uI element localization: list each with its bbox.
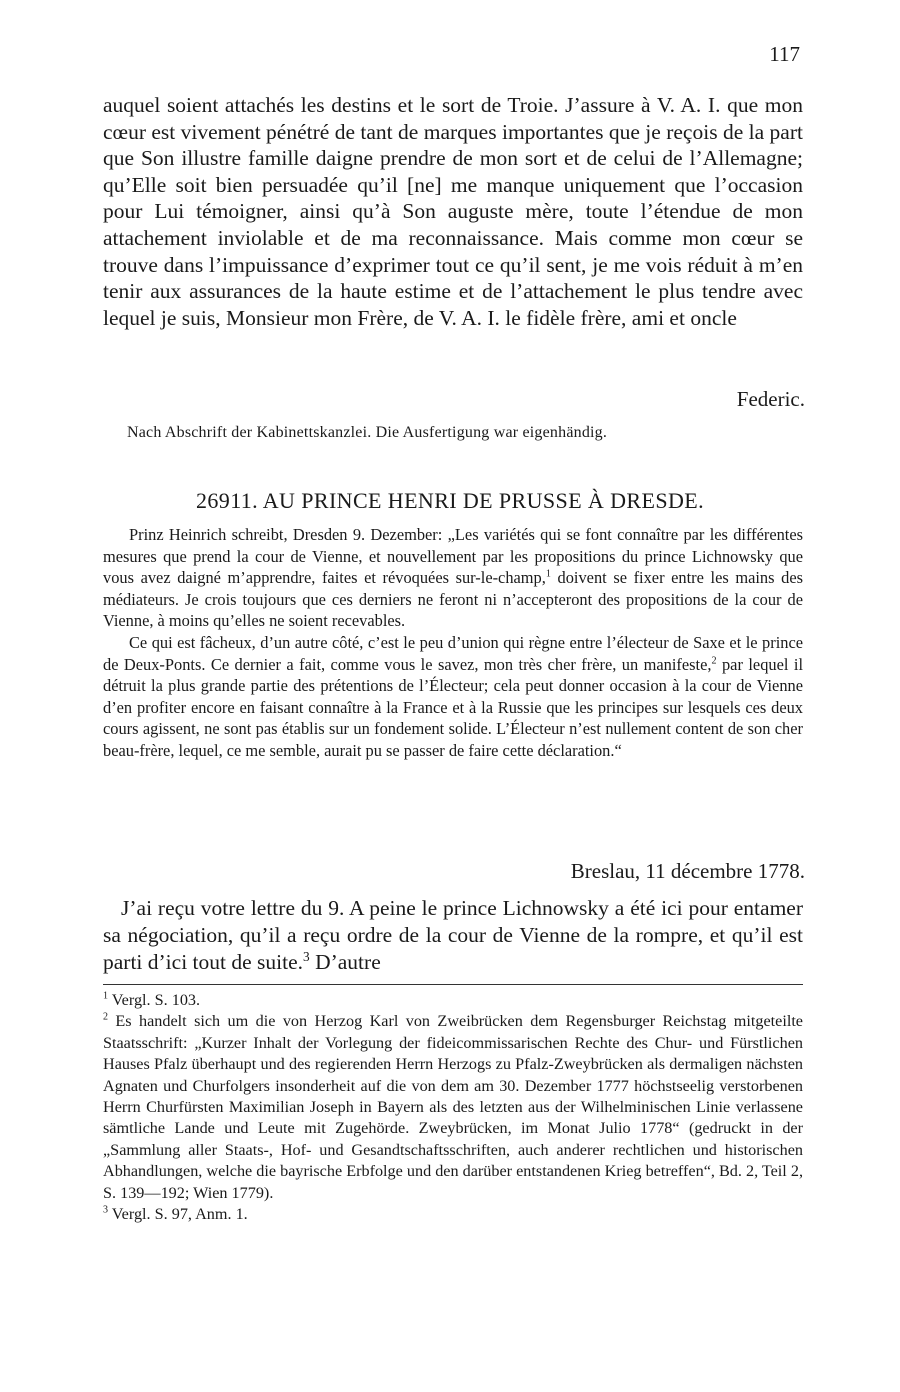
summary-paragraph xyxy=(103,632,803,762)
signature: Federic. xyxy=(736,387,805,411)
dateline: Breslau, 11 décembre 1778. xyxy=(570,859,805,883)
letter-summary xyxy=(103,524,803,762)
page-number: 117 xyxy=(769,42,800,66)
closing-paragraph: auquel soient attachés les destins et le sort de Troie. J’assure à V. A. I. que mon cœur est vivement pénétré de tant de marques importantes que je reçois de la part que Son illustre famille daigne prendre de mon sort et de celui de l’Allemagne; qu’Elle soit bien persuadée qu’il [ne] me manque uniquement que l’occasion pour Lui témoigner, ainsi qu’à Son auguste mère, toute l’étendue de mon attachement inviolable et de ma reconnaissance. Mais comme mon cœur se trouve dans l’impuissance d’exprimer tout ce qu’il sent, je me vois réduit à m’en tenir aux assurances de la haute estime et de l’attachement le plus tendre avec lequel je suis, Monsieur mon Frère, de V. A. I. le fidèle frère, ami et oncle xyxy=(103,93,803,330)
letter-body xyxy=(103,895,803,976)
footnote-mark: 3 xyxy=(103,1204,109,1216)
letter-text: J’ai reçu votre lettre du 9. A peine le prince Lichnowsky a été ici pour entamer sa négociation, qu’il a reçu ordre de la cour de Vienne de la rompre, et qu’il est parti d’ici tout de suite. xyxy=(103,896,803,974)
summary-text: Prinz Heinrich schreibt, Dresden 9. Dezember: „Les variétés qui se font connaître par les différentes mesures que prend la cour de Vienne, et nouvellement par les propositions du prince Lichnowsky que vous avez daigné m’apprendre, faites et révoquées sur-le-champ, xyxy=(103,525,803,588)
summary-text: Ce qui est fâcheux, d’un autre côté, c’est le peu d’union qui règne entre l’électeur de Saxe et le prince de Deux-Ponts. Ce dernier a fait, comme vous le savez, mon très cher frère, un manifeste, xyxy=(103,632,803,674)
footnote-text: Vergl. S. 103. xyxy=(108,991,201,1009)
footnote-mark: 1 xyxy=(103,990,109,1002)
letter-heading: 26911. AU PRINCE HENRI DE PRUSSE À DRESDE. xyxy=(196,488,704,513)
footnote-mark: 2 xyxy=(103,1012,109,1024)
footnote-ref: 1 xyxy=(545,568,551,580)
footnote xyxy=(103,1204,803,1225)
summary-text: doivent se fixer entre les mains des médiateurs. Je crois toujours que ces derniers ne feront ni n’accepteront des propositions de la cour de Vienne, à moins qu’elles ne soient recevables. xyxy=(103,568,803,631)
previous-letter-closing xyxy=(103,92,803,331)
footnote xyxy=(103,1011,803,1204)
footnotes xyxy=(103,990,803,1225)
letter-text: D’autre xyxy=(309,950,381,974)
footnote xyxy=(103,990,803,1011)
footnote-ref: 2 xyxy=(711,655,717,667)
letter-paragraph xyxy=(103,895,803,976)
summary-text: par lequel il détruit la plus grande partie des prétentions de l’Électeur; cela peut donner occasion à la cour de Vienne d’en profiter encore en faisant connaître à la France et à la Russie que les principes sur lesquels ces deux cours agissent, ne sont pas établis sur un fondement solide. L’Électeur n’est nullement content de son cher beau-frère, lequel, ce me semble, aurait pu se passer de faire cette déclaration.“ xyxy=(103,654,803,760)
footnote-text: Es handelt sich um die von Herzog Karl von Zweibrücken dem Regensburger Reichstag mitgeteilte Staatsschrift: „Kurzer Inhalt der Vorlegung der fideicommissarischen Rechte des Chur- und Fürstlichen Hauses Pfalz überhaupt und des regierenden Herrn Herzogs zu Pfalz-Zweybrücken als dermaligen nächsten Agnaten und Churfolgers insonderheit auf die von dem am 30. Dezember 1777 höchstseelig verstorbenen Herrn Churfürsten Maximilian Joseph in Bayern als des letzten aus der Wilhelminischen Linie verlassene sämtliche Lande und Leute mit Zugehörde. Zweybrücken, im Monat Julio 1778“ (gedruckt in der „Sammlung aller Staats-, Hof- und Gesandtschaftsschriften, auch anderer rechtlichen und historischen Abhandlungen, welche die bayrische Erbfolge und den darüber entstandenen Krieg betreffen“, Bd. 2, Teil 2, S. 139—192; Wien 1779). xyxy=(103,1012,803,1202)
source-note: Nach Abschrift der Kabinettskanzlei. Die Ausfertigung war eigenhändig. xyxy=(127,424,608,441)
summary-paragraph xyxy=(103,524,803,632)
footnote-divider xyxy=(103,984,803,985)
footnote-ref: 3 xyxy=(303,948,310,964)
footnote-text: Vergl. S. 97, Anm. 1. xyxy=(108,1205,248,1224)
